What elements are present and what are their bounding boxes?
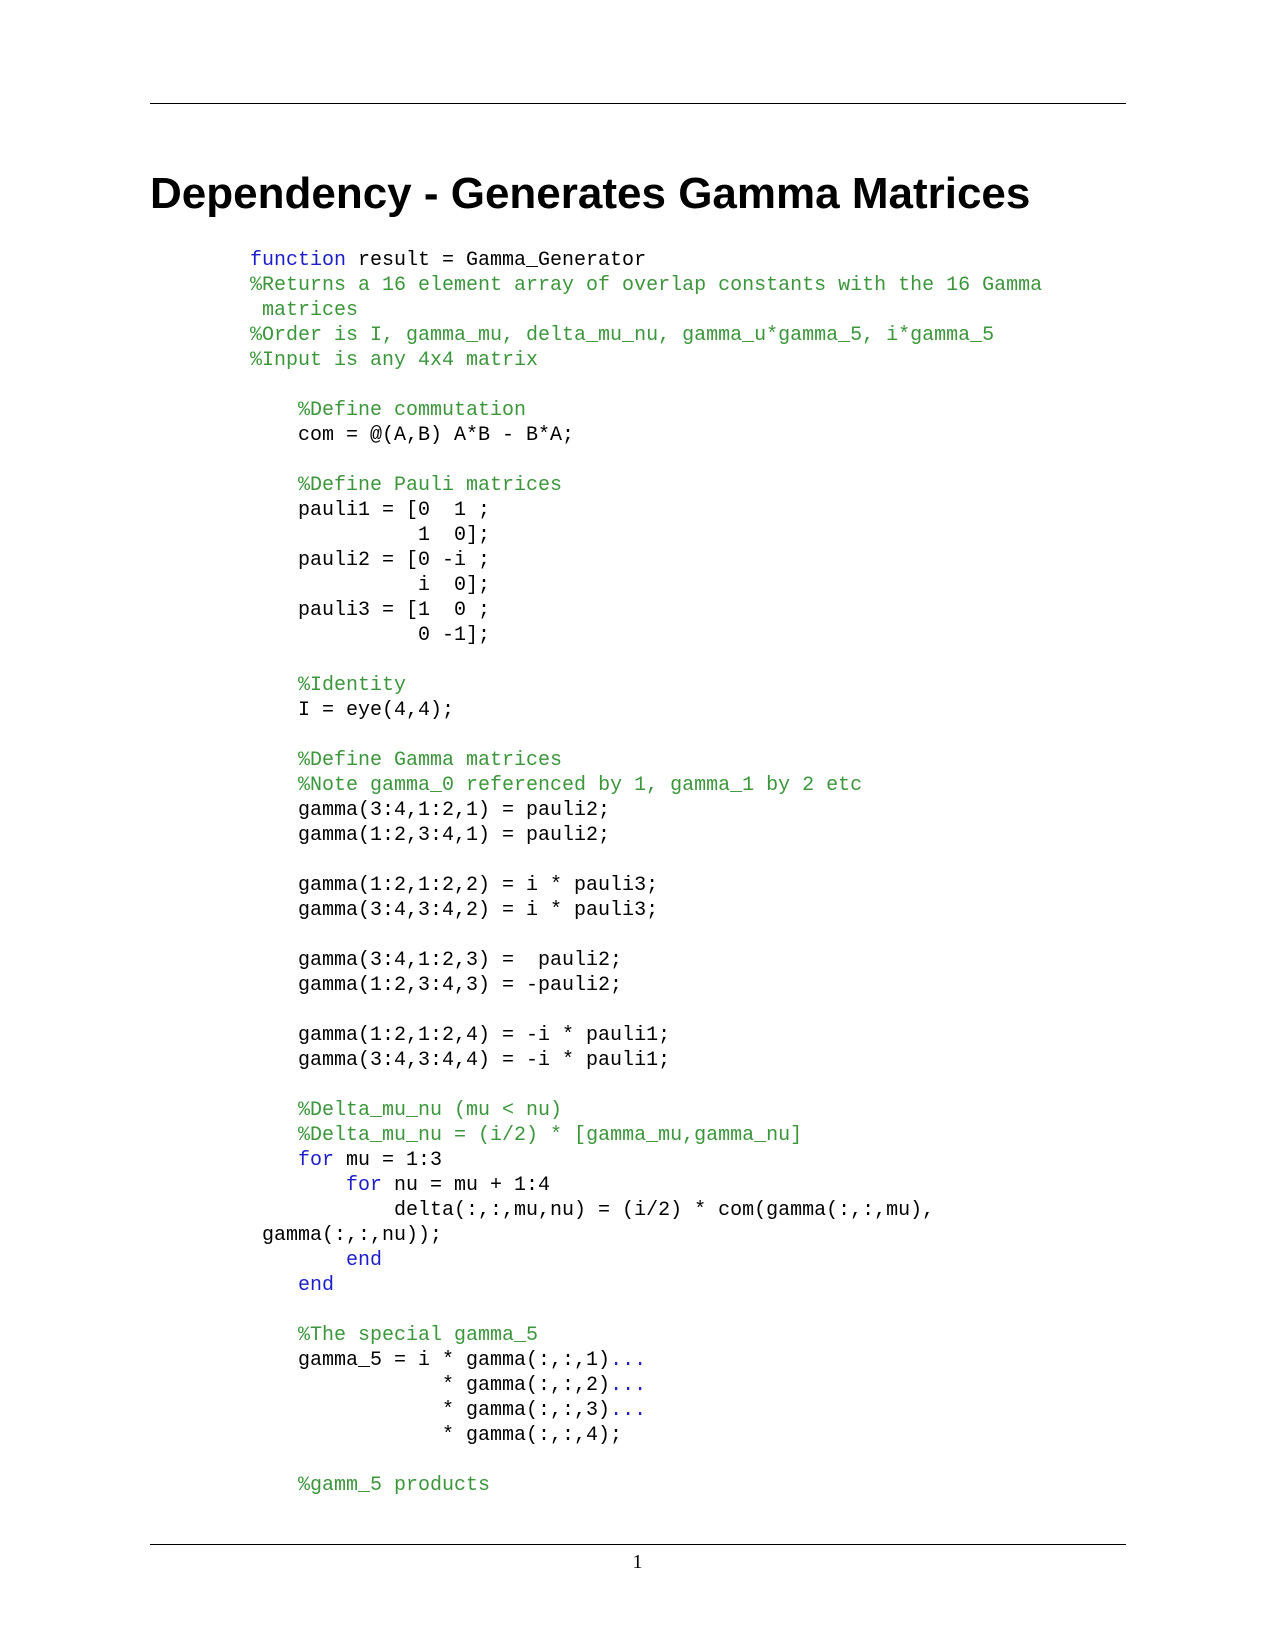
code-comment: %Define Pauli matrices (298, 474, 563, 497)
code-text: gamma_5 = i * gamma(:,:,1) (250, 1349, 611, 1372)
code-comment: %Returns a 16 element array of overlap constants with the 16 Gamma (250, 274, 1043, 297)
code-line (250, 1398, 1042, 1423)
code-line (250, 673, 1042, 698)
code-line (250, 798, 1042, 823)
code-line (250, 923, 1042, 948)
code-line (250, 1373, 1042, 1398)
code-line (250, 1323, 1042, 1348)
code-text: gamma(3:4,1:2,3) = pauli2; (250, 949, 623, 972)
code-line (250, 1273, 1042, 1298)
code-text (250, 1249, 346, 1272)
code-line (250, 773, 1042, 798)
code-text: pauli2 = [0 -i ; (250, 549, 491, 572)
code-listing (250, 248, 1042, 1498)
code-comment: %Define commutation (298, 399, 527, 422)
code-text: nu = mu + 1:4 (382, 1174, 551, 1197)
code-text: gamma(3:4,3:4,4) = -i * pauli1; (250, 1049, 671, 1072)
code-text: delta(:,:,mu,nu) = (i/2) * com(gamma(:,:,mu), (250, 1199, 935, 1222)
code-line (250, 348, 1042, 373)
code-line (250, 1148, 1042, 1173)
code-line (250, 998, 1042, 1023)
code-text: result = Gamma_Generator (346, 249, 647, 272)
code-line (250, 523, 1042, 548)
code-text (250, 399, 298, 422)
code-line (250, 1098, 1042, 1123)
code-line (250, 1348, 1042, 1373)
code-line (250, 423, 1042, 448)
code-text: 0 -1]; (250, 624, 491, 647)
code-text (250, 774, 298, 797)
code-text (250, 1174, 346, 1197)
code-line (250, 723, 1042, 748)
code-line (250, 473, 1042, 498)
code-line (250, 448, 1042, 473)
code-text: com = @(A,B) A*B - B*A; (250, 424, 575, 447)
code-comment: %Input is any 4x4 matrix (250, 349, 539, 372)
code-line (250, 398, 1042, 423)
code-line (250, 498, 1042, 523)
code-keyword: for (298, 1149, 335, 1172)
code-text (250, 1099, 298, 1122)
code-keyword: for (346, 1174, 383, 1197)
code-keyword: end (346, 1249, 383, 1272)
code-line (250, 298, 1042, 323)
code-text: I = eye(4,4); (250, 699, 455, 722)
code-line (250, 1198, 1042, 1223)
code-line (250, 1298, 1042, 1323)
code-line (250, 1048, 1042, 1073)
code-text (250, 674, 298, 697)
code-line (250, 598, 1042, 623)
code-line (250, 648, 1042, 673)
header-rule (150, 103, 1126, 104)
code-comment: %Note gamma_0 referenced by 1, gamma_1 by 2 etc (298, 774, 863, 797)
code-line (250, 1448, 1042, 1473)
code-text (250, 1474, 298, 1497)
code-continuation: ... (610, 1374, 647, 1397)
footer-rule (150, 1544, 1126, 1545)
code-line (250, 573, 1042, 598)
code-comment: %Delta_mu_nu (mu < nu) (298, 1099, 563, 1122)
code-line (250, 823, 1042, 848)
code-text: * gamma(:,:,4); (250, 1424, 623, 1447)
code-line (250, 873, 1042, 898)
code-comment: %Delta_mu_nu = (i/2) * [gamma_mu,gamma_nu] (298, 1124, 803, 1147)
code-text (250, 1274, 298, 1297)
code-text: gamma(:,:,nu)); (250, 1224, 443, 1247)
code-comment: %Define Gamma matrices (298, 749, 563, 772)
code-continuation: ... (610, 1399, 647, 1422)
code-keyword: end (298, 1274, 335, 1297)
code-text: gamma(1:2,3:4,1) = pauli2; (250, 824, 611, 847)
code-comment: matrices (250, 299, 359, 322)
code-text: gamma(1:2,1:2,2) = i * pauli3; (250, 874, 659, 897)
code-text: gamma(1:2,3:4,3) = -pauli2; (250, 974, 623, 997)
code-line (250, 548, 1042, 573)
code-text: mu = 1:3 (334, 1149, 443, 1172)
code-comment: %The special gamma_5 (298, 1324, 539, 1347)
code-line (250, 373, 1042, 398)
code-text: i 0]; (250, 574, 491, 597)
page-number: 1 (632, 1551, 643, 1573)
code-text: pauli1 = [0 1 ; (250, 499, 491, 522)
code-line (250, 623, 1042, 648)
code-text (250, 474, 298, 497)
code-line (250, 948, 1042, 973)
code-keyword: function (250, 249, 347, 272)
code-text (250, 1149, 298, 1172)
code-comment: %gamm_5 products (298, 1474, 491, 1497)
code-comment: %Identity (298, 674, 407, 697)
code-continuation: ... (610, 1349, 647, 1372)
code-text: gamma(3:4,3:4,2) = i * pauli3; (250, 899, 659, 922)
code-line (250, 248, 1042, 273)
code-comment: %Order is I, gamma_mu, delta_mu_nu, gamma_u*gamma_5, i*gamma_5 (250, 324, 995, 347)
code-text: gamma(1:2,1:2,4) = -i * pauli1; (250, 1024, 671, 1047)
code-text: gamma(3:4,1:2,1) = pauli2; (250, 799, 611, 822)
code-line (250, 1073, 1042, 1098)
code-line (250, 1123, 1042, 1148)
code-line (250, 1248, 1042, 1273)
code-line (250, 1023, 1042, 1048)
code-line (250, 973, 1042, 998)
document-title: Dependency - Generates Gamma Matrices (150, 169, 1031, 218)
code-line (250, 1423, 1042, 1448)
code-text: * gamma(:,:,3) (250, 1399, 611, 1422)
code-line (250, 323, 1042, 348)
code-text: 1 0]; (250, 524, 491, 547)
code-line (250, 1223, 1042, 1248)
code-line (250, 698, 1042, 723)
code-line (250, 848, 1042, 873)
code-text (250, 1124, 298, 1147)
code-text (250, 1324, 298, 1347)
code-line (250, 898, 1042, 923)
code-line (250, 1173, 1042, 1198)
code-line (250, 273, 1042, 298)
code-line (250, 1473, 1042, 1498)
code-text: pauli3 = [1 0 ; (250, 599, 491, 622)
code-text (250, 749, 298, 772)
code-text: * gamma(:,:,2) (250, 1374, 611, 1397)
code-line (250, 748, 1042, 773)
